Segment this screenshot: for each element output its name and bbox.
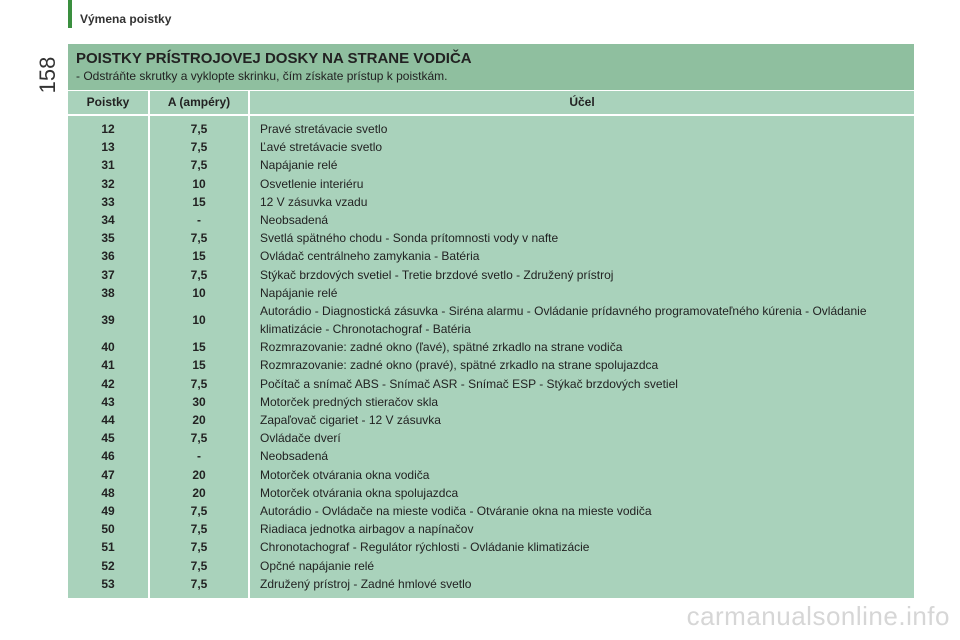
fuse-amps-cell: 20 [192,485,206,500]
fuse-number-cell: 32 [101,176,115,191]
table-title: POISTKY PRÍSTROJOVEJ DOSKY NA STRANE VODIČA [76,50,472,67]
fuse-number-cell: 49 [101,503,115,518]
fuse-amps-cell: - [197,212,201,227]
fuse-table [68,91,914,598]
fuse-amps-cell: 15 [192,194,206,209]
fuse-amps-cell: 7,5 [190,158,208,173]
fuse-purpose-cell: Pravé stretávacie svetlo [260,122,388,136]
column-header-purpose: Účel [569,95,595,109]
fuse-number-cell: 31 [101,158,115,173]
fuse-purpose-cell: Neobsadená [260,449,329,464]
fuse-purpose-cell: Osvetlenie interiéru [260,176,364,191]
fuse-number-cell: 47 [101,467,115,482]
fuse-number-cell: 50 [101,522,115,537]
fuse-amps-cell: 7,5 [190,376,208,391]
fuse-amps-cell: 7,5 [190,267,208,282]
fuse-amps-cell: 7,5 [190,558,208,573]
fuse-purpose-cell: Autorádio - Diagnostická zásuvka - Siréna alarmu - Ovládanie prídavného programovateľného kúrenia - Ovládanie klimatizácie - Chronotachograf - Batéria [260,303,867,337]
fuse-purpose-cell: Rozmrazovanie: zadné okno (ľavé), spätné zrkadlo na strane vodiča [260,340,623,355]
fuse-purpose-cell: Stýkač brzdových svetiel - Tretie brzdové svetlo - Združený prístroj [260,267,614,282]
fuse-amps-cell: 7,5 [190,522,208,537]
fuse-number-cell: 34 [101,212,115,227]
fuse-amps-cell: 15 [192,249,206,264]
fuse-amps-cell: 15 [192,358,206,373]
fuse-amps-cell: 7,5 [190,231,208,246]
fuse-purpose-cell: Motorček otvárania okna vodiča [260,467,430,482]
fuse-purpose-cell: Ovládače dverí [260,431,341,446]
fuse-amps-cell: 10 [192,312,206,327]
column-header-amps: A (ampéry) [150,91,250,114]
fuse-purpose-cell: Počítač a snímač ABS - Snímač ASR - Snímač ESP - Stýkač brzdových svetiel [260,376,678,391]
table-instruction: - Odstráňte skrutky a vyklopte skrinku, čím získate prístup k poistkám. [76,69,448,83]
fuse-amps-cell: 30 [192,394,206,409]
fuse-amps-cell: 10 [192,285,206,300]
fuse-amps-cell: 10 [192,176,206,191]
fuse-amps-cell: 7,5 [190,503,208,518]
section-accent-bar [68,0,72,28]
fuse-amps-cell: 20 [192,467,206,482]
fuse-number-cell: 51 [101,540,115,555]
fuse-purpose-cell: Rozmrazovanie: zadné okno (pravé), spätné zrkadlo na strane spolujazdca [260,358,659,373]
fuse-purpose-cell: Ovládač centrálneho zamykania - Batéria [260,249,480,264]
section-title: Výmena poistky [80,12,172,26]
fuse-number-cell: 37 [101,267,115,282]
fuse-amps-cell: 7,5 [190,140,208,155]
fuse-number-cell: 33 [101,194,115,209]
fuse-purpose-cell: Motorček otvárania okna spolujazdca [260,485,459,500]
fuse-purpose-cell: Združený prístroj - Zadné hmlové svetlo [260,576,472,591]
fuse-number-cell: 48 [101,485,115,500]
fuse-number-cell: 52 [101,558,115,573]
fuse-amps-cell: - [197,449,201,464]
fuse-number-cell: 38 [101,285,115,300]
fuse-purpose-cell: Svetlá spätného chodu - Sonda prítomnosti vody v nafte [260,231,559,246]
fuse-number-column [68,116,150,598]
fuse-purpose-cell: Autorádio - Ovládače na mieste vodiča - Otváranie okna na mieste vodiča [260,503,652,518]
fuse-purpose-cell: Ľavé stretávacie svetlo [260,140,383,155]
page-number: 158 [35,56,60,94]
fuse-number-cell: 40 [101,340,115,355]
watermark: carmanualsonline.info [686,601,950,631]
fuse-amps-cell: 7,5 [190,540,208,555]
fuse-amps-cell: 20 [192,413,206,428]
fuse-number-cell: 41 [101,358,115,373]
fuse-number-cell: 36 [101,249,115,264]
column-header-fuse: Poistky [68,91,150,114]
fuse-number-cell: 46 [101,449,115,464]
fuse-purpose-cell: Chronotachograf - Regulátor rýchlosti - Ovládanie klimatizácie [260,540,590,555]
fuse-number-cell: 12 [101,122,115,136]
fuse-number-cell: 45 [101,431,115,446]
purpose-column [250,116,914,598]
fuse-amps-cell: 7,5 [190,431,208,446]
table-column-headers [68,91,914,114]
fuse-amps-cell: 7,5 [190,576,208,591]
fuse-amps-cell: 7,5 [190,122,208,136]
fuse-amps-cell: 15 [192,340,206,355]
fuse-number-cell: 42 [101,376,115,391]
fuse-number-cell: 44 [101,413,115,428]
fuse-number-cell: 35 [101,231,115,246]
fuse-purpose-cell: Neobsadená [260,212,329,227]
fuse-purpose-cell: Napájanie relé [260,158,338,173]
fuse-number-cell: 53 [101,576,115,591]
fuse-purpose-cell: Zapaľovač cigariet - 12 V zásuvka [260,413,441,428]
fuse-number-cell: 43 [101,394,115,409]
fuse-purpose-cell: Motorček predných stieračov skla [260,394,439,409]
amps-column [150,116,250,598]
fuse-purpose-cell: Riadiaca jednotka airbagov a napínačov [260,522,474,537]
fuse-number-cell: 39 [101,312,115,327]
fuse-purpose-cell: Napájanie relé [260,285,338,300]
fuse-number-cell: 13 [101,140,115,155]
table-body [68,116,914,598]
table-header-box [68,44,914,90]
fuse-purpose-cell: 12 V zásuvka vzadu [260,194,368,209]
fuse-purpose-cell: Opčné napájanie relé [260,558,375,573]
